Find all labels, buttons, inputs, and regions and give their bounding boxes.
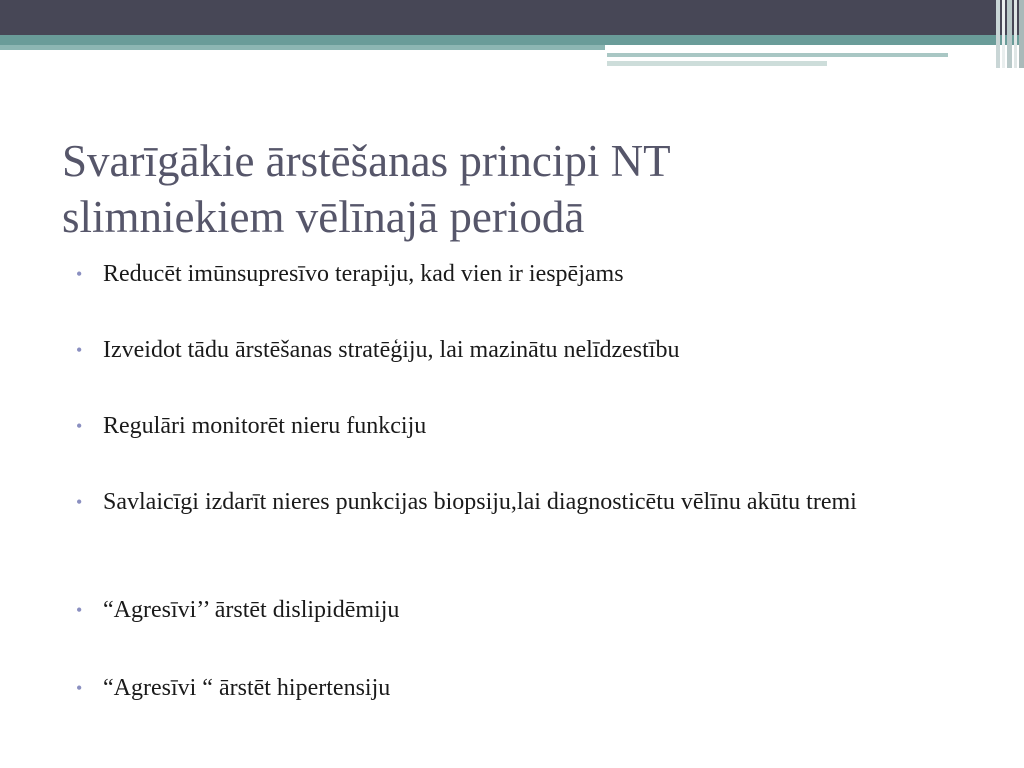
bullet-text: “Agresīvi’’ ārstēt dislipidēmiju — [103, 597, 400, 623]
bullet-text: Savlaicīgi izdarīt nieres punkcijas biopsiju,lai diagnosticētu vēlīnu akūtu tremi — [103, 489, 857, 515]
bullet-icon: • — [76, 340, 83, 360]
bullet-icon: • — [76, 416, 83, 436]
bullet-item — [76, 672, 956, 704]
bullet-icon: • — [76, 600, 83, 620]
bullet-text: Regulāri monitorēt nieru funkciju — [103, 413, 427, 439]
header-teal-accent — [0, 45, 605, 50]
bullet-icon: • — [76, 264, 83, 284]
bullet-item — [76, 594, 956, 626]
bullet-text: Izveidot tādu ārstēšanas stratēģiju, lai mazinātu nelīdzestību — [103, 337, 680, 363]
header-light-line-short — [607, 61, 827, 66]
header-dark-band — [0, 0, 1024, 35]
bullet-icon: • — [76, 678, 83, 698]
bullet-text: Reducēt imūnsupresīvo terapiju, kad vien ir iespējams — [103, 261, 624, 287]
bullet-icon: • — [76, 492, 83, 512]
header-stripe-decoration — [996, 0, 1024, 68]
bullet-item — [76, 334, 956, 366]
bullet-text: “Agresīvi “ ārstēt hipertensiju — [103, 675, 391, 701]
bullet-item — [76, 410, 956, 442]
header-light-line — [607, 53, 948, 57]
bullet-item — [76, 486, 956, 518]
bullet-item — [76, 258, 956, 290]
slide-title: Svarīgākie ārstēšanas principi NT slimniekiem vēlīnajā periodā — [62, 136, 671, 242]
header-teal-band — [0, 35, 1024, 45]
